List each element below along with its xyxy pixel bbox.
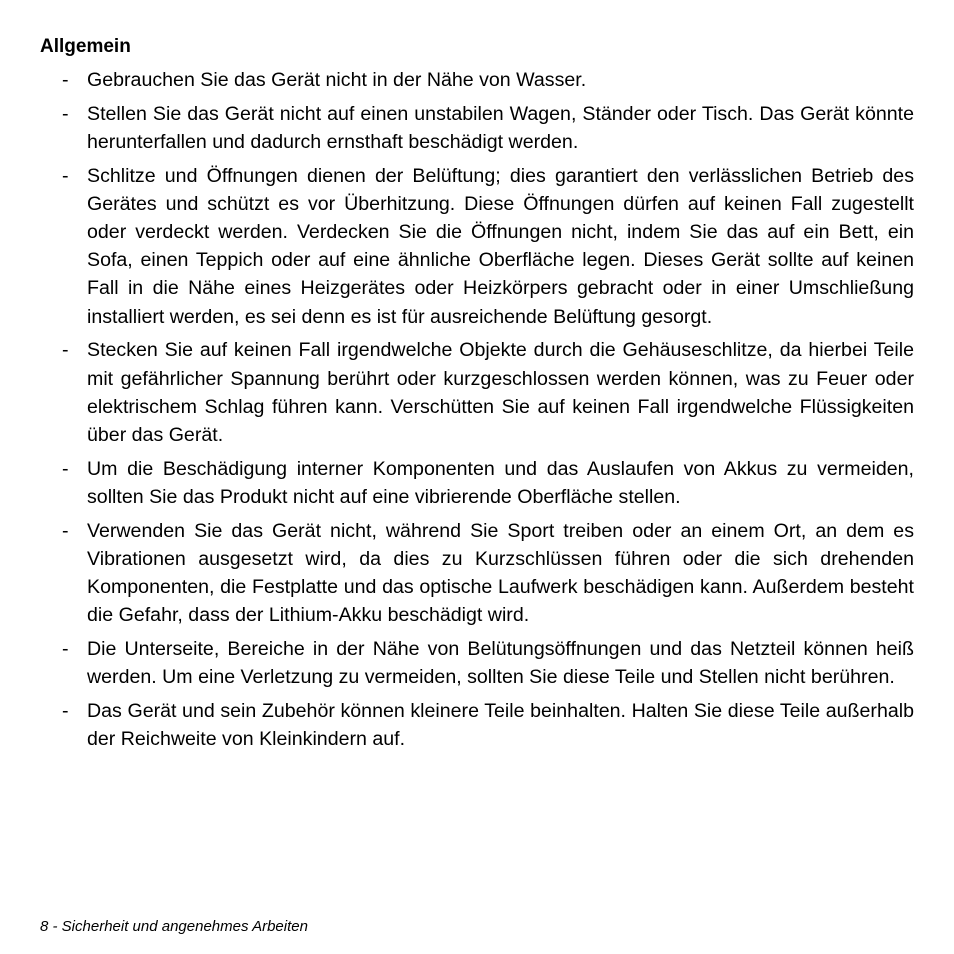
bullet-dash: -: [62, 637, 69, 660]
list-item-text: Verwenden Sie das Gerät nicht, während Sie Sport treiben oder an einem Ort, an dem es Vibrationen ausgesetzt wird, da dies zu Kurzschlüssen führen oder die sich drehenden Komponenten, die Festplatte und das optische Laufwerk beschädigen kann. Außerdem besteht die Gefahr, dass der Lithium-Akku beschädigt wird.: [87, 519, 914, 627]
safety-list: [40, 66, 914, 753]
list-item: [40, 66, 914, 94]
bullet-dash: -: [62, 519, 69, 542]
page-footer: 8 - Sicherheit und angenehmes Arbeiten: [40, 918, 308, 935]
list-item: [40, 635, 914, 691]
list-item: [40, 162, 914, 331]
bullet-dash: -: [62, 339, 69, 362]
list-item: [40, 455, 914, 511]
bullet-dash: -: [62, 69, 69, 91]
list-item-text: Schlitze und Öffnungen dienen der Belüftung; dies garantiert den verlässlichen Betrieb des Gerätes und schützt es vor Überhitzung. Diese Öffnungen dürfen auf keinen Fall zugestellt oder verdeckt werden. Verdecken Sie die Öffnungen nicht, indem Sie das auf ein Bett, ein Sofa, einen Teppich oder auf eine ähnliche Oberfläche legen. Dieses Gerät sollte auf keinen Fall in die Nähe eines Heizgerätes oder Heizkörpers gebracht oder in einer Umschließung installiert werden, es sei denn es ist für ausreichende Belüftung gesorgt.: [87, 164, 914, 328]
list-item-text: Stellen Sie das Gerät nicht auf einen unstabilen Wagen, Ständer oder Tisch. Das Gerät könnte herunterfallen und dadurch ernsthaft beschädigt werden.: [87, 102, 914, 153]
list-item: [40, 697, 914, 753]
list-item: [40, 336, 914, 449]
section-heading: Allgemein: [40, 36, 131, 57]
list-item: [40, 100, 914, 156]
list-item-text: Das Gerät und sein Zubehör können kleinere Teile beinhalten. Halten Sie diese Teile außerhalb der Reichweite von Kleinkindern auf.: [87, 699, 914, 750]
bullet-dash: -: [62, 102, 69, 125]
document-page: [40, 34, 914, 759]
bullet-dash: -: [62, 699, 69, 722]
bullet-dash: -: [62, 164, 69, 187]
list-item-text: Stecken Sie auf keinen Fall irgendwelche Objekte durch die Gehäuseschlitze, da hierbei Teile mit gefährlicher Spannung berührt oder kurzgeschlossen werden können, was zu Feuer oder elektrischem Schlag führen kann. Verschütten Sie auf keinen Fall irgendwelche Flüssigkeiten über das Gerät.: [87, 339, 914, 446]
list-item-text: Die Unterseite, Bereiche in der Nähe von Belütungsöffnungen und das Netzteil können heiß werden. Um eine Verletzung zu vermeiden, sollten Sie diese Teile und Stellen nicht berühren.: [87, 637, 914, 689]
list-item-text: Um die Beschädigung interner Komponenten und das Auslaufen von Akkus zu vermeiden, sollten Sie das Produkt nicht auf eine vibrierende Oberfläche stellen.: [87, 457, 914, 508]
bullet-dash: -: [62, 457, 69, 480]
list-item-text: Gebrauchen Sie das Gerät nicht in der Nähe von Wasser.: [87, 69, 587, 91]
list-item: [40, 517, 914, 630]
